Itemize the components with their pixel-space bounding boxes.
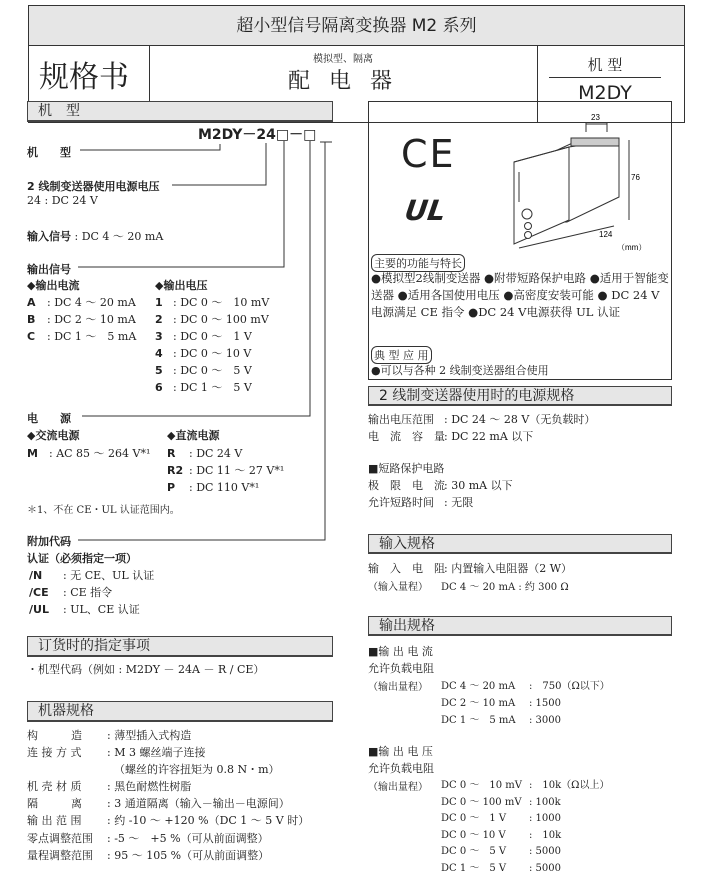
- voltage-rows: [441, 778, 609, 878]
- features-title: 主要的功能与特长: [371, 254, 465, 272]
- spec-row: 隔 离 : 3 通道隔离（输入－输出－电源间）: [27, 797, 290, 811]
- out-voltage-list: [155, 294, 269, 396]
- list-item: 2 : DC 0 ～ 100 mV: [155, 313, 269, 326]
- product-name: 配 电 器: [288, 69, 398, 94]
- out-current-title: ◆输出电流: [27, 279, 80, 292]
- list-item: M : AC 85 ～ 264 V*¹: [27, 447, 151, 460]
- output-label: 输出信号: [27, 263, 71, 276]
- spec-row: 机 壳 材 质 : 黑色耐燃性树脂: [27, 780, 192, 794]
- dim-width: 23: [591, 113, 600, 122]
- input-range-value: DC 4 ～ 20 mA : 约 300 Ω: [441, 582, 569, 593]
- section-header-model: 机 型: [27, 101, 333, 122]
- spec-row: 极 限 电 流: 30 mA 以下: [368, 479, 513, 492]
- list-item: /N : 无 CE、UL 认证: [29, 569, 155, 582]
- list-item: R : DC 24 V: [167, 447, 243, 460]
- table-row: DC 0 ～ 1 V : 1000: [441, 813, 561, 825]
- series-title: 超小型信号隔离变换器 M2 系列: [29, 6, 684, 46]
- table-row: DC 0 ～ 10 V : 10k: [441, 829, 562, 841]
- spec-row: 量程调整范围 : 95 ～ 105 %（可从前面调整）: [27, 848, 270, 862]
- apps-text: ●可以与各种 2 线制变送器组合使用: [371, 364, 549, 377]
- out-voltage-title: ◆输出电压: [155, 279, 208, 292]
- current-title: ■输 出 电 流: [368, 645, 433, 658]
- dc-title: ◆直流电源: [167, 429, 220, 442]
- current-sub: 允许负载电阻: [368, 662, 434, 675]
- cert-title: 认证（必须指定一项）: [27, 552, 137, 565]
- model: M2DY: [578, 82, 632, 104]
- ul-mark: UL: [402, 194, 448, 227]
- list-item: /CE : CE 指令: [29, 586, 113, 599]
- product-drawing: [369, 102, 673, 262]
- section-header-device-spec: 机器规格: [27, 701, 333, 722]
- footnote: ＊1、不在 CE・UL 认证范围内。: [27, 505, 180, 516]
- model-label: 机 型: [549, 54, 661, 78]
- tx-power-list: [368, 411, 595, 445]
- device-spec-list: [27, 727, 309, 864]
- tx-supply-label: 2 线制变送器使用电源电压: [27, 180, 160, 193]
- sc-list: [368, 477, 513, 511]
- connector-model: [80, 144, 220, 150]
- list-item: 5 : DC 0 ～ 5 V: [155, 364, 252, 377]
- spec-row: 零点调整范围 : -5 ～ +5 %（可从前面调整）: [27, 831, 269, 845]
- list-item: R2 : DC 11 ～ 27 V*¹: [167, 464, 285, 477]
- table-row: DC 1 ～ 5 mA : 3000: [441, 715, 561, 726]
- model-label: 机 型: [27, 146, 71, 159]
- table-row: DC 4 ～ 20 mA : 750（Ω以下）: [441, 681, 610, 692]
- connector-tx-supply: [172, 143, 266, 185]
- spec-row: （螺丝的许容扭矩为 0.8 N・m）: [114, 763, 280, 777]
- spec-row: 输出电压范围 : DC 24 ～ 28 V（无负载时）: [368, 413, 596, 426]
- input-range-label: （输入量程）: [368, 582, 428, 593]
- apps-title: 典 型 应 用: [371, 346, 432, 364]
- list-item: 3 : DC 0 ～ 1 V: [155, 330, 252, 343]
- cert-list: [29, 567, 154, 618]
- list-item: P : DC 110 V*¹: [167, 481, 260, 494]
- input-signal: [27, 228, 163, 244]
- power-label: 电 源: [27, 412, 71, 425]
- spec-row: 构 造 : 薄型插入式构造: [27, 729, 192, 742]
- dim-unit: （mm）: [617, 243, 647, 252]
- spec-row: 连 接 方 式 : M 3 螺丝端子连接: [27, 746, 206, 760]
- tx-supply-value: 24 : DC 24 V: [27, 194, 98, 207]
- list-item: 1 : DC 0 ～ 10 mV: [155, 296, 270, 309]
- spec-row: 输 出 范 围 : 约 -10 ～ +120 %（DC 1 ～ 5 V 时）: [27, 814, 310, 828]
- dc-list: [167, 445, 284, 496]
- current-rows: [441, 678, 610, 729]
- section-header-output: 输出规格: [368, 616, 672, 636]
- features-text: ●模拟型2线制变送器 ●附带短路保护电路 ●适用于智能变送器 ●适用各国使用电压 ●高密度安装可能 ● DC 24 V电源满足 CE 指令 ●DC 24 V电源获得 UL 认证: [371, 271, 669, 319]
- table-row: DC 0 ～ 5 V : 5000: [441, 846, 561, 858]
- option-label: 附加代码: [27, 535, 71, 548]
- table-row: DC 1 ～ 5 V : 5000: [441, 862, 561, 874]
- table-row: DC 2 ～ 10 mA : 1500: [441, 698, 561, 709]
- section-header-ordering: 订货时的指定事项: [27, 636, 333, 657]
- spec-row: 输 入 电 阻: 内置输入电阻器（2 W）: [368, 562, 573, 575]
- dim-depth: 124: [599, 230, 613, 239]
- ac-title: ◆交流电源: [27, 429, 80, 442]
- ce-mark: CE: [401, 132, 456, 176]
- subtitle: 模拟型、隔离: [313, 54, 373, 65]
- voltage-title: ■输 出 电 压: [368, 745, 433, 758]
- connector-output: [78, 141, 284, 267]
- list-item: 4 : DC 0 ～ 10 V: [155, 347, 252, 360]
- doc-type: 规格书: [39, 60, 129, 95]
- out-current-list: [27, 294, 136, 345]
- table-row: DC 0 ～ 10 mV : 10k（Ω以上）: [441, 780, 610, 791]
- spec-row: 允许短路时间 : 无限: [368, 496, 474, 509]
- input-value: : DC 4 ～ 20 mA: [71, 230, 164, 243]
- list-item: 6 : DC 1 ～ 5 V: [155, 381, 252, 394]
- section-header-tx-power: 2 线制变送器使用时的电源规格: [368, 386, 672, 406]
- section-header-input: 输入规格: [368, 534, 672, 554]
- dim-height: 76: [631, 173, 640, 182]
- ordering-item: ・机型代码（例如 : M2DY － 24A － R / CE）: [27, 663, 265, 676]
- product-box: [368, 101, 672, 380]
- voltage-range-label: （输出量程）: [368, 782, 428, 793]
- spec-row: 电 流 容 量: DC 22 mA 以下: [368, 430, 534, 443]
- list-item: C : DC 1 ～ 5 mA: [27, 330, 137, 343]
- voltage-sub: 允许负载电阻: [368, 762, 434, 775]
- current-range-label: （输出量程）: [368, 682, 428, 693]
- list-item: /UL : UL、CE 认证: [29, 603, 140, 616]
- list-item: B : DC 2 ～ 10 mA: [27, 313, 136, 326]
- sc-title: ■短路保护电路: [368, 462, 445, 475]
- input-label: 输入信号: [27, 230, 71, 243]
- model-code: M2DY－24□－□: [198, 127, 317, 143]
- list-item: A : DC 4 ～ 20 mA: [27, 296, 136, 309]
- table-row: DC 0 ～ 100 mV : 100k: [441, 796, 561, 808]
